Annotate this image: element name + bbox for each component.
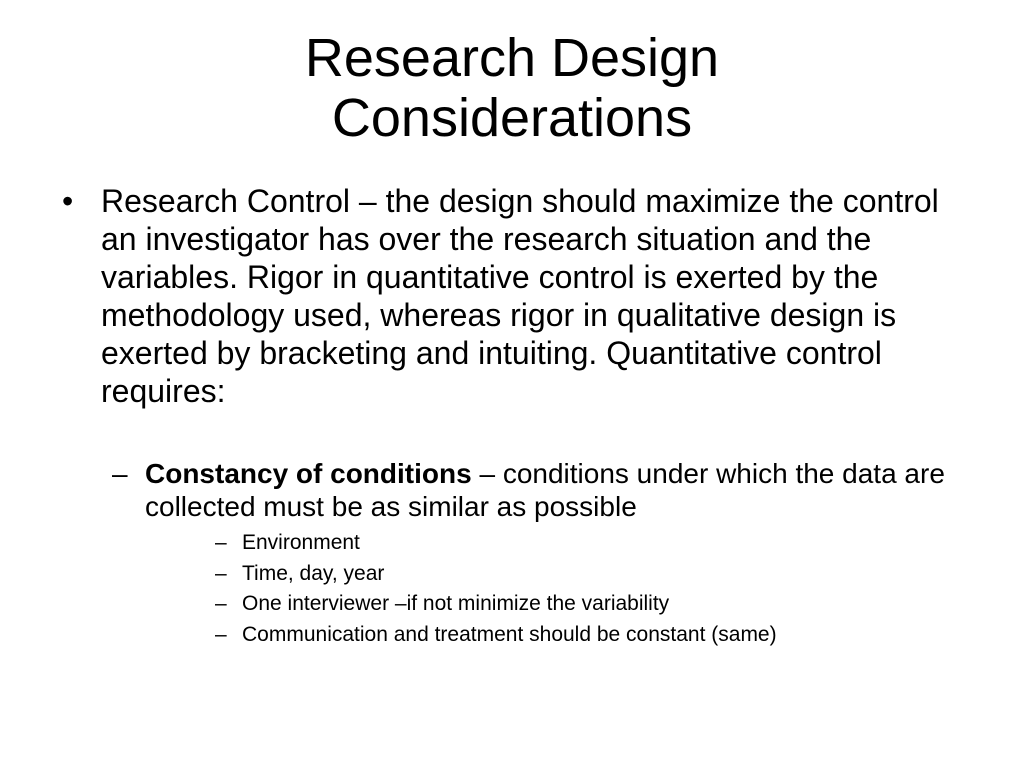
- list-item: [215, 589, 975, 620]
- slide-title: [0, 28, 1024, 148]
- sub-sub-bullet-text: One interviewer –if not minimize the variability: [242, 592, 670, 615]
- slide-title-line-1: Research Design: [304, 28, 720, 88]
- bullet-marker: •: [62, 183, 74, 219]
- sub-sub-bullet-text: Time, day, year: [242, 561, 385, 585]
- sub-sub-bullet-marker: –: [215, 561, 227, 585]
- sub-bullet-marker: –: [112, 458, 128, 489]
- sub-bullet-text: [145, 457, 972, 523]
- sub-sub-bullet-list: [215, 528, 975, 650]
- sub-sub-bullet-text: Communication and treatment should be constant (same): [242, 622, 777, 646]
- sub-bullet-constancy: [112, 457, 972, 523]
- bullet-research-control: [62, 182, 962, 410]
- sub-bullet-term: Constancy of conditions: [145, 458, 472, 489]
- bullet-text: Research Control – the design should maximize the control an investigator has over the research situation and the variables. Rigor in quantitative control is exerted by the methodology used, whereas rigor in qualitative design is exerted by bracketing and intuiting. Quantitative control requires:: [101, 183, 939, 409]
- list-item: [215, 528, 975, 559]
- sub-sub-bullet-marker: –: [215, 592, 227, 615]
- list-item: [215, 620, 975, 651]
- sub-bullet-description: – conditions under which the data are collected must be as similar as possible: [145, 458, 945, 522]
- list-item: [215, 559, 975, 590]
- slide-title-line-2: Considerations: [331, 88, 693, 148]
- sub-sub-bullet-marker: –: [215, 531, 227, 554]
- sub-sub-bullet-marker: –: [215, 622, 227, 646]
- sub-sub-bullet-text: Environment: [242, 531, 360, 554]
